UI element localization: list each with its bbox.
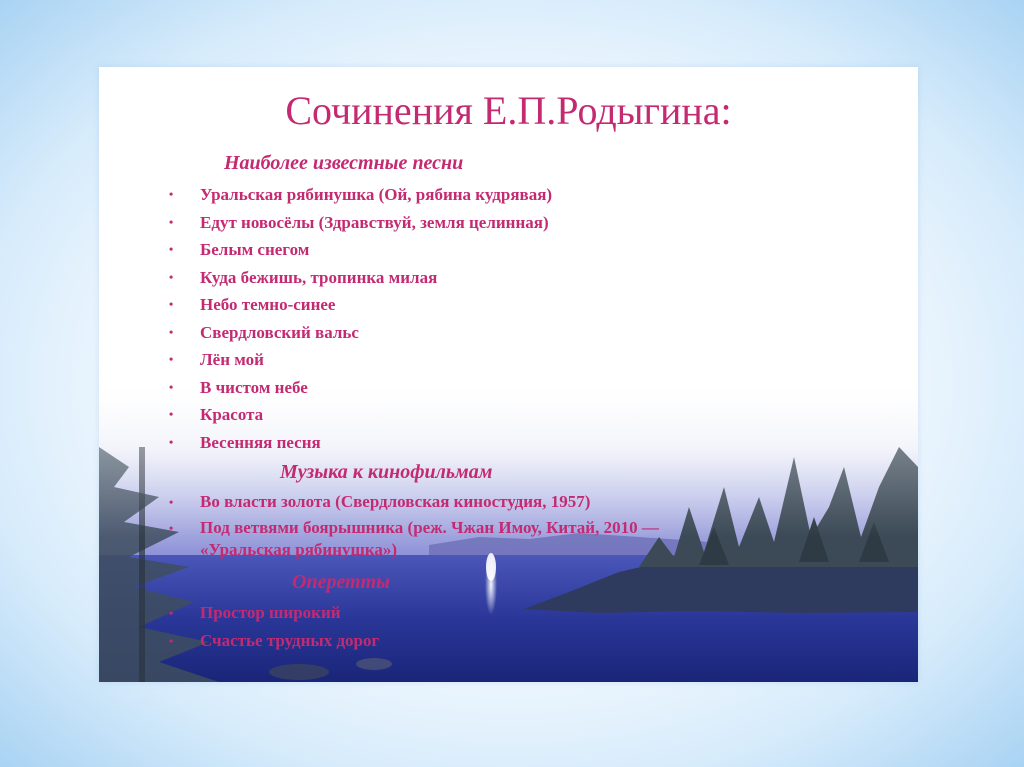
- bullet-icon: •: [169, 434, 174, 449]
- bullet-icon: •: [169, 269, 174, 284]
- bullet-icon: •: [169, 634, 174, 648]
- list-item: • Красота: [169, 401, 552, 429]
- bullet-icon: •: [169, 297, 174, 311]
- slide-content: [99, 67, 918, 682]
- section-heading-films: Музыка к кинофильмам: [280, 461, 493, 483]
- list-item: • Едут новосёлы (Здравствуй, земля целинная): [169, 209, 552, 237]
- list-item: • Под ветвями боярышника (реж. Чжан Имоу, Китай, 2010 — «Уральская рябинушка»): [169, 515, 659, 561]
- list-item: • Лён мой: [169, 346, 552, 374]
- bullet-icon: •: [169, 495, 174, 509]
- list-item: • Куда бежишь, тропинка милая: [169, 264, 552, 292]
- bullet-icon: •: [169, 606, 174, 620]
- section-heading-operettas: Оперетты: [292, 571, 391, 593]
- bullet-icon: •: [169, 187, 174, 201]
- bullet-icon: •: [169, 521, 174, 535]
- operettas-list: [169, 599, 379, 655]
- list-item: • Небо темно-синее: [169, 291, 552, 319]
- bullet-icon: •: [169, 242, 174, 256]
- list-item: • В чистом небе: [169, 374, 552, 402]
- list-item: • Уральская рябинушка (Ой, рябина кудрявая): [169, 181, 552, 209]
- section-heading-songs: Наиболее известные песни: [224, 152, 464, 174]
- slide-title: Сочинения Е.П.Родыгина:: [285, 88, 732, 133]
- songs-list: [169, 181, 552, 456]
- bullet-icon: •: [169, 352, 174, 366]
- list-item: • Весенняя песня: [169, 429, 552, 457]
- slide: [99, 67, 918, 682]
- bullet-icon: •: [169, 379, 174, 394]
- list-item: • Простор широкий: [169, 599, 379, 627]
- bullet-icon: •: [169, 407, 174, 421]
- list-item-continuation: «Уральская рябинушка»): [200, 540, 398, 559]
- bullet-icon: •: [169, 214, 174, 229]
- list-item: • Свердловский вальс: [169, 319, 552, 347]
- bullet-icon: •: [169, 324, 174, 339]
- list-item: • Счастье трудных дорог: [169, 627, 379, 655]
- list-item: • Во власти золота (Свердловская киностудия, 1957): [169, 489, 659, 515]
- films-list: [169, 489, 659, 561]
- list-item: • Белым снегом: [169, 236, 552, 264]
